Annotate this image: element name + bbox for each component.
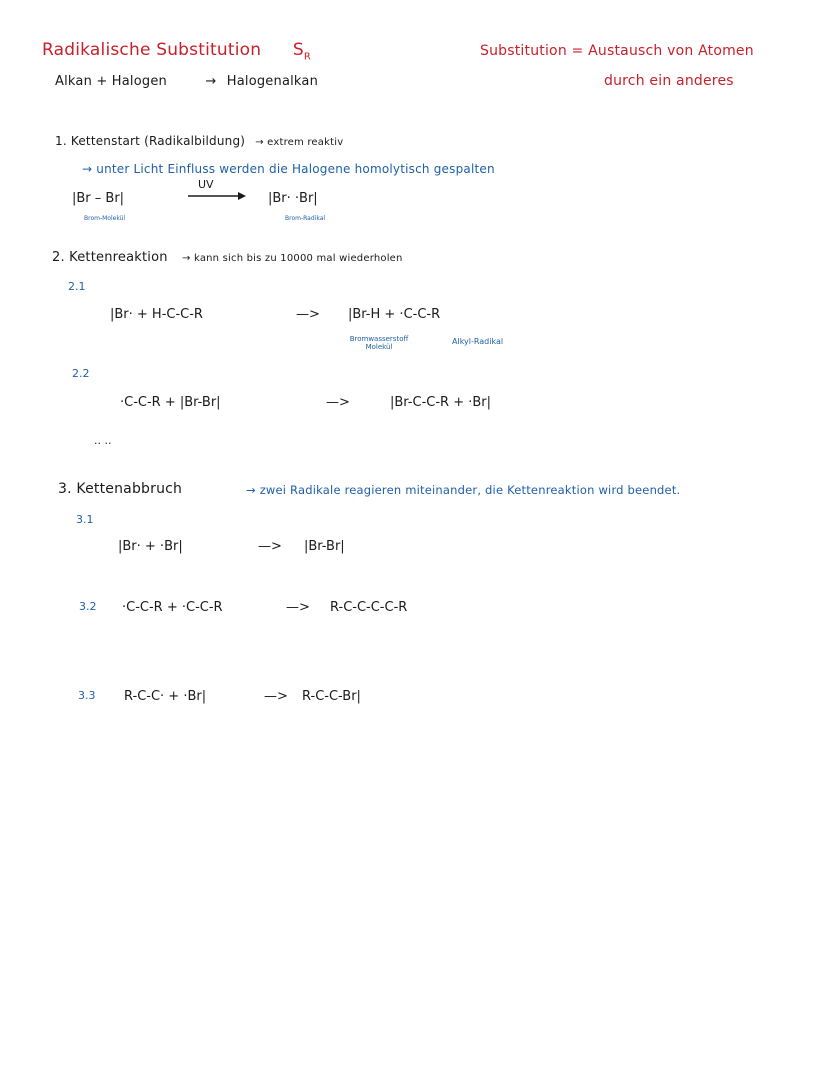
step-2-1-caption-hbr: Bromwasserstoff Molekül (349, 335, 409, 351)
step-2-2-arrow: —> (326, 395, 350, 410)
section-1-reaction-arrow (188, 190, 246, 202)
step-3-2-arrow: —> (286, 600, 310, 615)
page-title (42, 40, 311, 62)
step-2-2-label: 2.2 (72, 367, 90, 380)
step-3-3-arrow: —> (264, 689, 288, 704)
section-3-heading: 3. Kettenabbruch (58, 481, 183, 497)
section-1-product: |Br· ·Br| (268, 191, 318, 206)
section-1-note: → extrem reaktiv (255, 137, 344, 148)
step-2-1-caption-alkyl: Alkyl-Radikal (452, 337, 504, 346)
section-1-reactant: |Br – Br| (72, 191, 125, 206)
general-equation-left: Alkan + Halogen (55, 74, 167, 89)
section-1-product-caption: Brom-Radikal (285, 215, 326, 222)
step-2-1-right: |Br-H + ·C-C-R (348, 307, 441, 322)
title-symbol: $S_R$ (292, 40, 311, 63)
step-2-2-right: |Br-C-C-R + ·Br| (390, 395, 492, 410)
step-2-1-arrow: —> (296, 307, 320, 322)
section-1-reactant-caption: Brom-Molekül (84, 215, 126, 222)
continuation-ellipsis: .. .. (94, 434, 112, 447)
step-2-1-left: |Br· + H-C-C-R (110, 307, 203, 322)
step-3-2-left: ·C-C-R + ·C-C-R (122, 600, 223, 615)
step-3-1-label: 3.1 (76, 513, 94, 526)
definition-line-2: durch ein anderes (604, 73, 734, 89)
step-3-1-right: |Br-Br| (304, 539, 345, 554)
step-3-3-left: R-C-C· + ·Br| (124, 689, 207, 704)
section-3-note: → zwei Radikale reagieren miteinander, die Kettenreaktion wird beendet. (246, 483, 681, 497)
step-3-1-arrow: —> (258, 539, 282, 554)
definition-line-1: Substitution = Austausch von Atomen (480, 43, 754, 59)
general-equation-arrow: → (205, 74, 217, 89)
section-2-heading: 2. Kettenreaktion → kann sich bis zu 10000 mal wiederholen (52, 250, 403, 265)
step-2-1-label: 2.1 (68, 280, 86, 293)
step-3-2-right: R-C-C-C-C-R (330, 600, 408, 615)
section-1-explanation: → unter Licht Einfluss werden die Halogene homolytisch gespalten (82, 162, 495, 176)
general-equation (55, 74, 318, 89)
step-3-3-label: 3.3 (78, 689, 96, 702)
section-1-heading: 1. Kettenstart (Radikalbildung) → extrem reaktiv (55, 134, 344, 148)
step-3-2-label: 3.2 (79, 600, 97, 613)
step-3-1-left: |Br· + ·Br| (118, 539, 183, 554)
section-1-arrow-label: UV (198, 178, 214, 191)
general-equation-right: Halogenalkan (226, 74, 319, 89)
title-text: Radikalische Substitution (42, 40, 262, 60)
section-2-note: → kann sich bis zu 10000 mal wiederholen (182, 253, 403, 264)
step-2-2-left: ·C-C-R + |Br-Br| (120, 395, 221, 410)
step-3-3-right: R-C-C-Br| (302, 689, 361, 704)
